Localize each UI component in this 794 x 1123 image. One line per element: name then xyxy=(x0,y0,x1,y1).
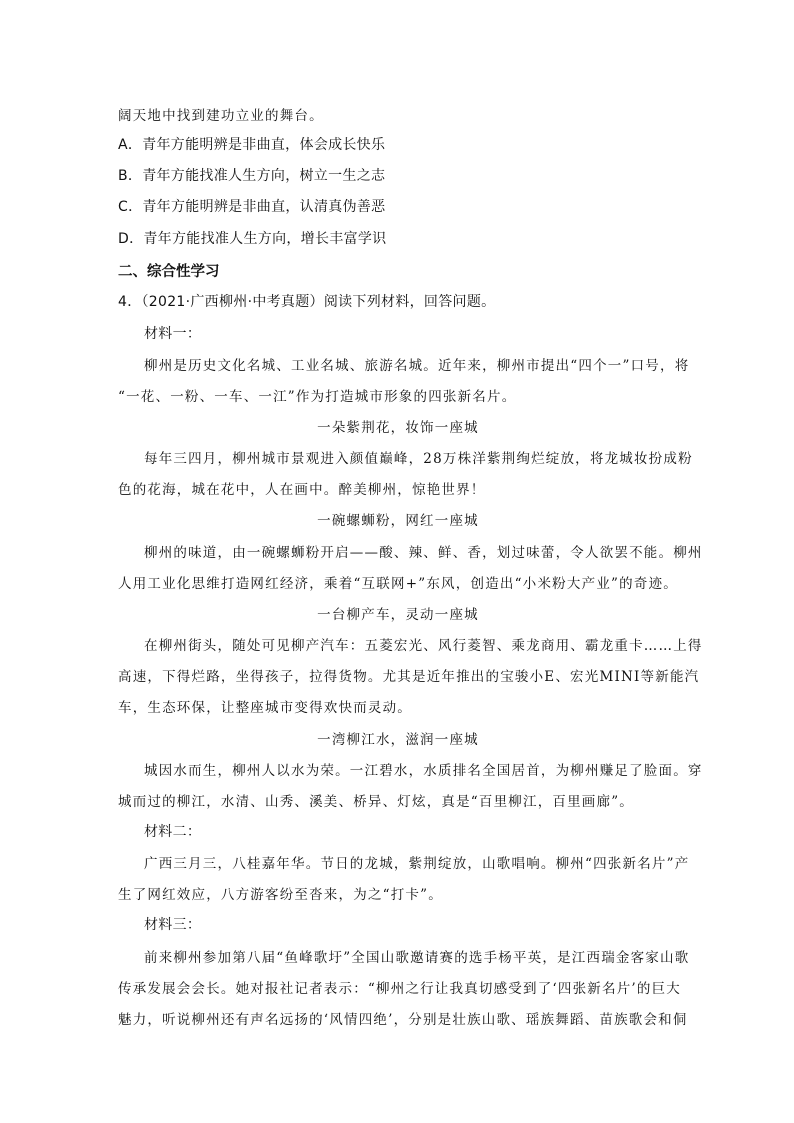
subheading-river: 一湾柳江水，滋润一座城 xyxy=(317,732,479,748)
subheading-noodle: 一碗螺蛳粉，网红一座城 xyxy=(317,513,479,529)
material-2-paragraph-line: 生了网红效应，八方游客纷至沓来，为之“打卡”。 xyxy=(118,887,443,903)
river-paragraph-line: 城因水而生，柳州人以水为荣。一江碧水，水质排名全国居首，为柳州赚足了脸面。穿 xyxy=(144,763,703,779)
material-3-paragraph-line: 前来柳州参加第八届“鱼峰歌圩”全国山歌邀请赛的选手杨平英，是江西瑞金客家山歌 xyxy=(144,950,690,966)
question-4-stem: 4．（2021·广西柳州·中考真题）阅读下列材料，回答问题。 xyxy=(118,294,496,310)
material-3-paragraph-line: 传承发展会会长。她对报社记者表示：“柳州之行让我真切感受到了‘四张新名片’的巨大 xyxy=(118,981,681,997)
material-1-paragraph-line: 柳州是历史文化名城、工业名城、旅游名城。近年来，柳州市提出“四个一”口号，将 xyxy=(144,358,690,374)
material-1-label: 材料一： xyxy=(144,326,202,342)
material-2-label: 材料二： xyxy=(144,824,202,840)
option-c: C．青年方能明辨是非曲直，认清真伪善恶 xyxy=(118,199,386,215)
passage-continuation: 阔天地中找到建功立业的舞台。 xyxy=(118,108,324,124)
car-paragraph-line: 高速，下得烂路，坐得孩子，拉得货物。尤其是近年推出的宝骏小E、宏光MINI等新能汽 xyxy=(118,669,700,685)
material-3-label: 材料三： xyxy=(144,917,202,933)
car-paragraph-line: 车，生态环保，让整座城市变得欢快而灵动。 xyxy=(118,700,412,716)
subheading-car: 一台柳产车，灵动一座城 xyxy=(317,607,479,623)
section-heading: 二、综合性学习 xyxy=(118,264,220,280)
option-d: D．青年方能找准人生方向，增长丰富学识 xyxy=(118,231,387,247)
flower-paragraph-line: 色的花海，城在花中，人在画中。醉美柳州，惊艳世界！ xyxy=(118,482,486,498)
subheading-flower: 一朵紫荆花，妆饰一座城 xyxy=(317,420,479,436)
material-2-paragraph-line: 广西三月三，八桂嘉年华。节日的龙城，紫荆绽放，山歌唱响。柳州“四张新名片”产 xyxy=(144,856,690,872)
material-1-paragraph-line: “一花、一粉、一车、一江”作为打造城市形象的四张新名片。 xyxy=(118,389,517,405)
river-paragraph-line: 城而过的柳江，水清、山秀、溪美、桥异、灯炫，真是“百里柳江，百里画廊”。 xyxy=(118,794,635,810)
noodle-paragraph-line: 人用工业化思维打造网红经济，乘着“互联网+”东风，创造出“小米粉大产业”的奇迹。 xyxy=(118,576,678,592)
option-b: B．青年方能找准人生方向，树立一生之志 xyxy=(118,168,386,184)
material-3-paragraph-line: 魅力，听说柳州还有声名远扬的‘风情四绝’，分别是壮族山歌、瑶族舞蹈、苗族歌会和侗 xyxy=(118,1012,688,1028)
car-paragraph-line: 在柳州街头，随处可见柳产汽车：五菱宏光、风行菱智、乘龙商用、霸龙重卡……上得 xyxy=(144,638,703,654)
option-a: A．青年方能明辨是非曲直，体会成长快乐 xyxy=(118,137,386,153)
flower-paragraph-line: 每年三四月，柳州城市景观进入颜值巅峰，28万株洋紫荆绚烂绽放，将龙城妆扮成粉 xyxy=(144,451,693,467)
noodle-paragraph-line: 柳州的味道，由一碗螺蛳粉开启——酸、辣、鲜、香，划过味蕾，令人欲罢不能。柳州 xyxy=(144,545,703,561)
